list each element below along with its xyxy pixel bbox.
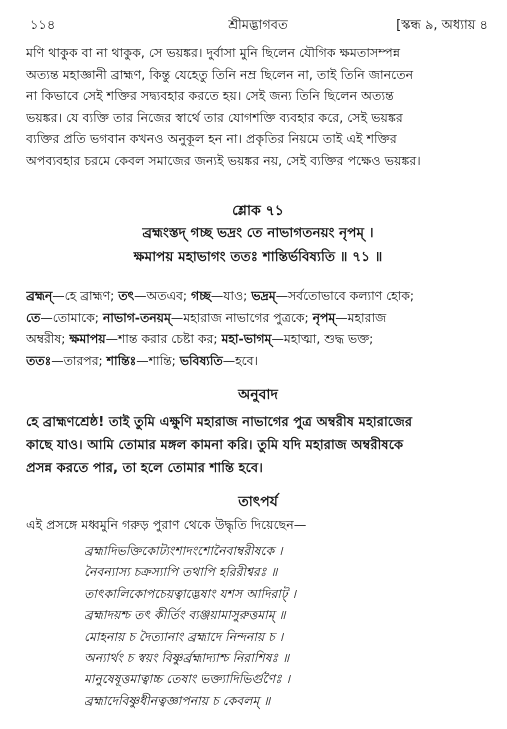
synonym-line bbox=[26, 350, 490, 372]
quote-line: মানুষেষূত্তমাত্বাচ্চ তেষাং ভক্ত্যাদিভির্গুণৈঃ । bbox=[84, 671, 291, 687]
sanskrit-term: শান্তিঃ bbox=[106, 352, 137, 368]
synonym-line bbox=[26, 307, 490, 329]
quote-line: ব্রহ্মাদয়শ্চ তৎ কীর্তিং ব্যঞ্জয়ামাসুরুত্তমাম্ ॥ bbox=[84, 607, 286, 623]
purport-heading: তাৎপর্য bbox=[238, 494, 278, 510]
sloka-heading: শ্লোক ৭১ bbox=[232, 203, 284, 219]
sanskrit-term: ক্ষমাপয় bbox=[69, 331, 106, 346]
sanskrit-term: গচ্ছ bbox=[191, 288, 211, 303]
purport-intro: এই প্রসঙ্গে মধ্বমুনি গরুড় পুরাণ থেকে উদ্ধৃতি দিয়েছেন— bbox=[26, 517, 307, 532]
term-meaning: —সর্বতোভাবে কল্যাণ হোক; bbox=[275, 288, 415, 303]
sanskrit-term: নৃপম্ bbox=[312, 309, 336, 325]
paragraph-line: মণি থাকুক বা না থাকুক, সে ভয়ঙ্কর। দুর্বাসা মুনি ছিলেন যৌগিক ক্ষমতাসম্পন্ন bbox=[26, 45, 401, 60]
term-meaning: —হে ব্রাহ্মণ; bbox=[52, 288, 119, 303]
book-page bbox=[26, 14, 490, 711]
paragraph-line: ব্যক্তির প্রতি ভগবান কখনও অনুকূল হন না। প্রকৃতির নিয়মে তাই এই শক্তির bbox=[26, 131, 397, 146]
term-meaning: —তারপর; bbox=[51, 352, 107, 368]
paragraph-line: অপব্যবহার চরমে কেবল সমাজের জন্যই ভয়ঙ্কর নয়, সেই ব্যক্তির পক্ষেও ভয়ঙ্কর। bbox=[26, 152, 421, 168]
synonym-line bbox=[26, 328, 490, 350]
paragraph-line: অত্যন্ত মহাজ্ঞানী ব্রাহ্মণ, কিন্তু যেহেতু তিনি নম্র ছিলেন না, তাই তিনি জানতেন bbox=[26, 66, 414, 82]
paragraph-line: ভয়ঙ্কর। যে ব্যক্তি তার নিজের স্বার্থে তার যোগশক্তি ব্যবহার করে, সেই ভয়ঙ্কর bbox=[26, 109, 403, 125]
sanskrit-term: নাভাগ-তনয়ম্ bbox=[102, 309, 171, 325]
term-meaning: —মহারাজ bbox=[335, 309, 387, 325]
sanskrit-term: তৎ bbox=[118, 288, 135, 303]
section-reference: [স্কন্ধ ৯, অধ্যায় ৪ bbox=[396, 18, 488, 33]
sloka-verse bbox=[26, 221, 490, 269]
term-meaning: —যাও; bbox=[210, 288, 252, 303]
translation-line: কাছে যাও। আমি তোমার মঙ্গল কামনা করি। তুমি যদি মহারাজ অম্বরীষকে bbox=[26, 438, 404, 453]
synonym-line bbox=[26, 285, 490, 307]
quote-line: নৈবন্যাস্য চক্রস্যাপি তথাপি হরিরীশ্বরঃ ॥ bbox=[84, 564, 278, 580]
book-title: শ্রীমদ্ভাগবত bbox=[228, 18, 288, 33]
sanskrit-term: ব্রহ্মন্ bbox=[26, 288, 53, 303]
term-meaning: —শান্তি; bbox=[136, 352, 180, 368]
verse-line: ব্রহ্মংস্তদ্ গচ্ছ ভদ্রং তে নাভাগতনয়ং নৃপম্ । bbox=[142, 225, 374, 241]
term-meaning: —অতএব; bbox=[134, 288, 192, 303]
page-number: ১১৪ bbox=[30, 18, 56, 33]
translation-text bbox=[26, 411, 490, 480]
sanskrit-term: ততঃ bbox=[26, 352, 52, 368]
term-meaning: —মহাত্মা, শুদ্ধ ভক্ত; bbox=[271, 331, 374, 346]
word-for-word-synonyms bbox=[26, 285, 490, 371]
continuation-paragraph bbox=[26, 42, 490, 171]
term-meaning: —হবে। bbox=[222, 352, 258, 368]
quote-line: তাৎকালিকোপচেয়ত্বাদ্ভেষাং যশস আদিরাট্ । bbox=[84, 585, 296, 601]
term-meaning: —শান্ত করার চেষ্টা কর; bbox=[105, 331, 222, 346]
quote-line: মোহনায় চ দৈত্যানাং ব্রহ্মাদে নিন্দনায় চ । bbox=[84, 628, 284, 644]
term-meaning: অম্বরীষ; bbox=[26, 331, 70, 346]
page-header bbox=[26, 14, 490, 36]
scripture-quote bbox=[84, 540, 490, 711]
quote-line: ব্রহ্মাদেবিষ্ণুধীনত্বজ্ঞাপনায় চ কেবলম্ ॥ bbox=[84, 692, 271, 708]
quote-line: অন্যার্থং চ স্বয়ং বিষ্ণুর্ব্রহ্মাদ্যাশ্চ নিরাশিষঃ ॥ bbox=[84, 650, 290, 666]
term-meaning: —মহারাজ নাভাগের পুত্রকে; bbox=[170, 309, 313, 325]
paragraph-line: না কিভাবে সেই শক্তির সদ্ব্যবহার করতে হয়। সেই জন্য তিনি ছিলেন অত্যন্ত bbox=[26, 88, 394, 103]
sanskrit-term: ভবিষ্যতি bbox=[179, 352, 223, 368]
sanskrit-term: ভদ্রম্ bbox=[251, 288, 276, 303]
sanskrit-term: তে bbox=[26, 309, 41, 325]
translation-heading: অনুবাদ bbox=[238, 387, 278, 403]
translation-line: হে ব্রাহ্মণশ্রেষ্ঠ! তাই তুমি এক্ষুণি মহারাজ নাভাগের পুত্র অম্বরীষ মহারাজের bbox=[26, 415, 413, 430]
term-meaning: —তোমাকে; bbox=[40, 309, 103, 325]
quote-line: ব্রহ্মাদিভক্তিকোট্যংশাদংশোনৈবাম্বরীষকে । bbox=[84, 543, 283, 558]
verse-line: ক্ষমাপয় মহাভাগং ততঃ শান্তির্ভবিষ্যতি ॥ ৭১ ॥ bbox=[133, 249, 383, 265]
sanskrit-term: মহা-ভাগম্ bbox=[221, 331, 272, 346]
translation-line: প্রসন্ন করতে পার, তা হলে তোমার শান্তি হবে। bbox=[26, 461, 263, 476]
